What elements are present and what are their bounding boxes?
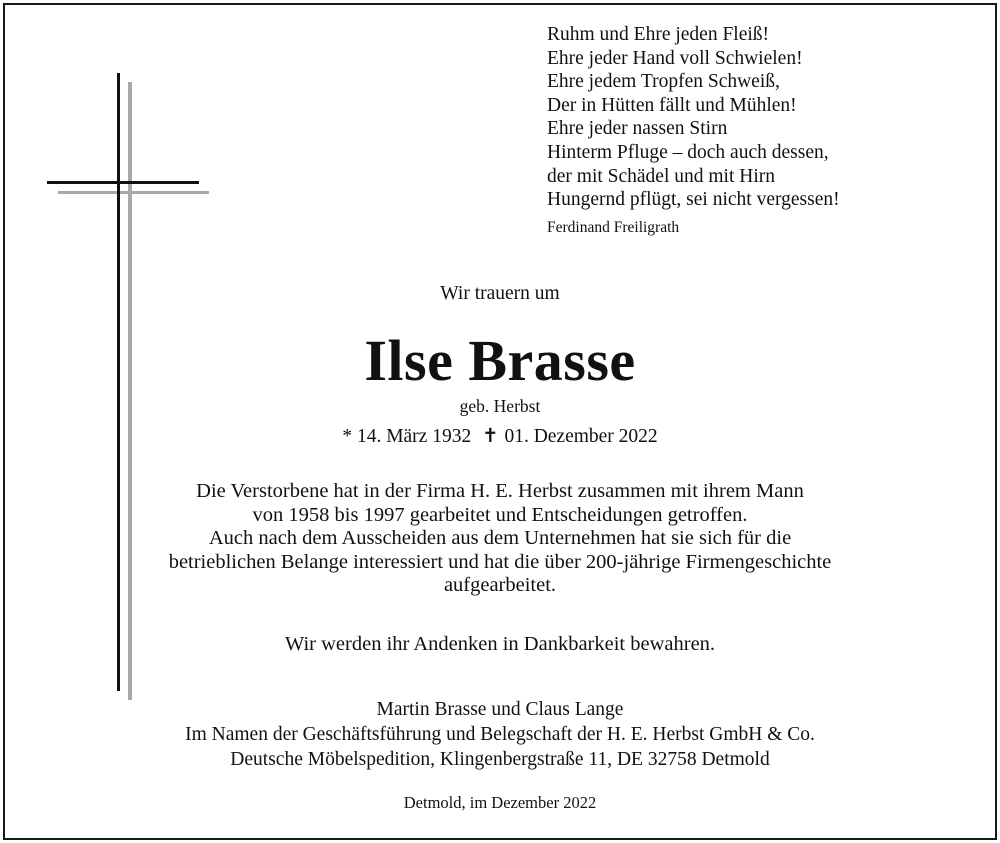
deceased-name: Ilse Brasse	[364, 328, 636, 393]
signers-block	[0, 697, 1000, 772]
mourning-intro: Wir trauern um	[440, 283, 560, 304]
signer-address: Deutsche Möbelspedition, Klingenbergstraße 11, DE 32758 Detmold	[230, 749, 770, 770]
tribute-text	[0, 480, 1000, 598]
poem-line: Ehre jeder nassen Stirn	[547, 118, 728, 140]
birth-date: 14. März 1932	[356, 426, 472, 447]
poem-line: Ehre jeder Hand voll Schwielen!	[547, 47, 803, 69]
poem-line: Hinterm Pfluge – doch auch dessen,	[547, 141, 829, 163]
poem-block	[547, 23, 840, 239]
tribute-line: aufgearbeitet.	[443, 574, 557, 596]
poem-line: Ruhm und Ehre jeden Fleiß!	[547, 24, 770, 45]
tribute-line: von 1958 bis 1997 gearbeitet und Entscheidungen getroffen.	[252, 503, 748, 526]
signer-company: Im Namen der Geschäftsführung und Belegschaft der H. E. Herbst GmbH & Co.	[185, 724, 815, 745]
closing-sentence: Wir werden ihr Andenken in Dankbarkeit bewahren.	[284, 633, 716, 655]
signer-names: Martin Brasse und Claus Lange	[376, 699, 624, 720]
poem-line: Der in Hütten fällt und Mühlen!	[547, 94, 797, 116]
cross-horizontal-beam	[47, 181, 199, 184]
poem-author: Ferdinand Freiligrath	[547, 218, 680, 236]
poem-line: der mit Schädel und mit Hirn	[547, 165, 776, 187]
tribute-line: betrieblichen Belange interessiert und hat die über 200-jährige Firmengeschichte	[168, 550, 832, 573]
poem-line: Ehre jedem Tropfen Schweiß,	[547, 71, 780, 93]
death-cross-icon: ✝	[482, 426, 499, 447]
poem-line: Hungernd pflügt, sei nicht vergessen!	[547, 189, 840, 211]
tribute-line: Die Verstorbene hat in der Firma H. E. Herbst zusammen mit ihrem Mann	[196, 480, 804, 502]
birth-star-icon: *	[342, 426, 353, 447]
maiden-name: geb. Herbst	[459, 396, 541, 416]
place-and-date: Detmold, im Dezember 2022	[403, 793, 597, 812]
cross-shadow-horizontal	[58, 191, 209, 194]
tribute-line: Auch nach dem Ausscheiden aus dem Unternehmen hat sie sich für die	[208, 527, 792, 549]
life-dates	[0, 424, 1000, 448]
death-date: 01. Dezember 2022	[504, 426, 658, 447]
